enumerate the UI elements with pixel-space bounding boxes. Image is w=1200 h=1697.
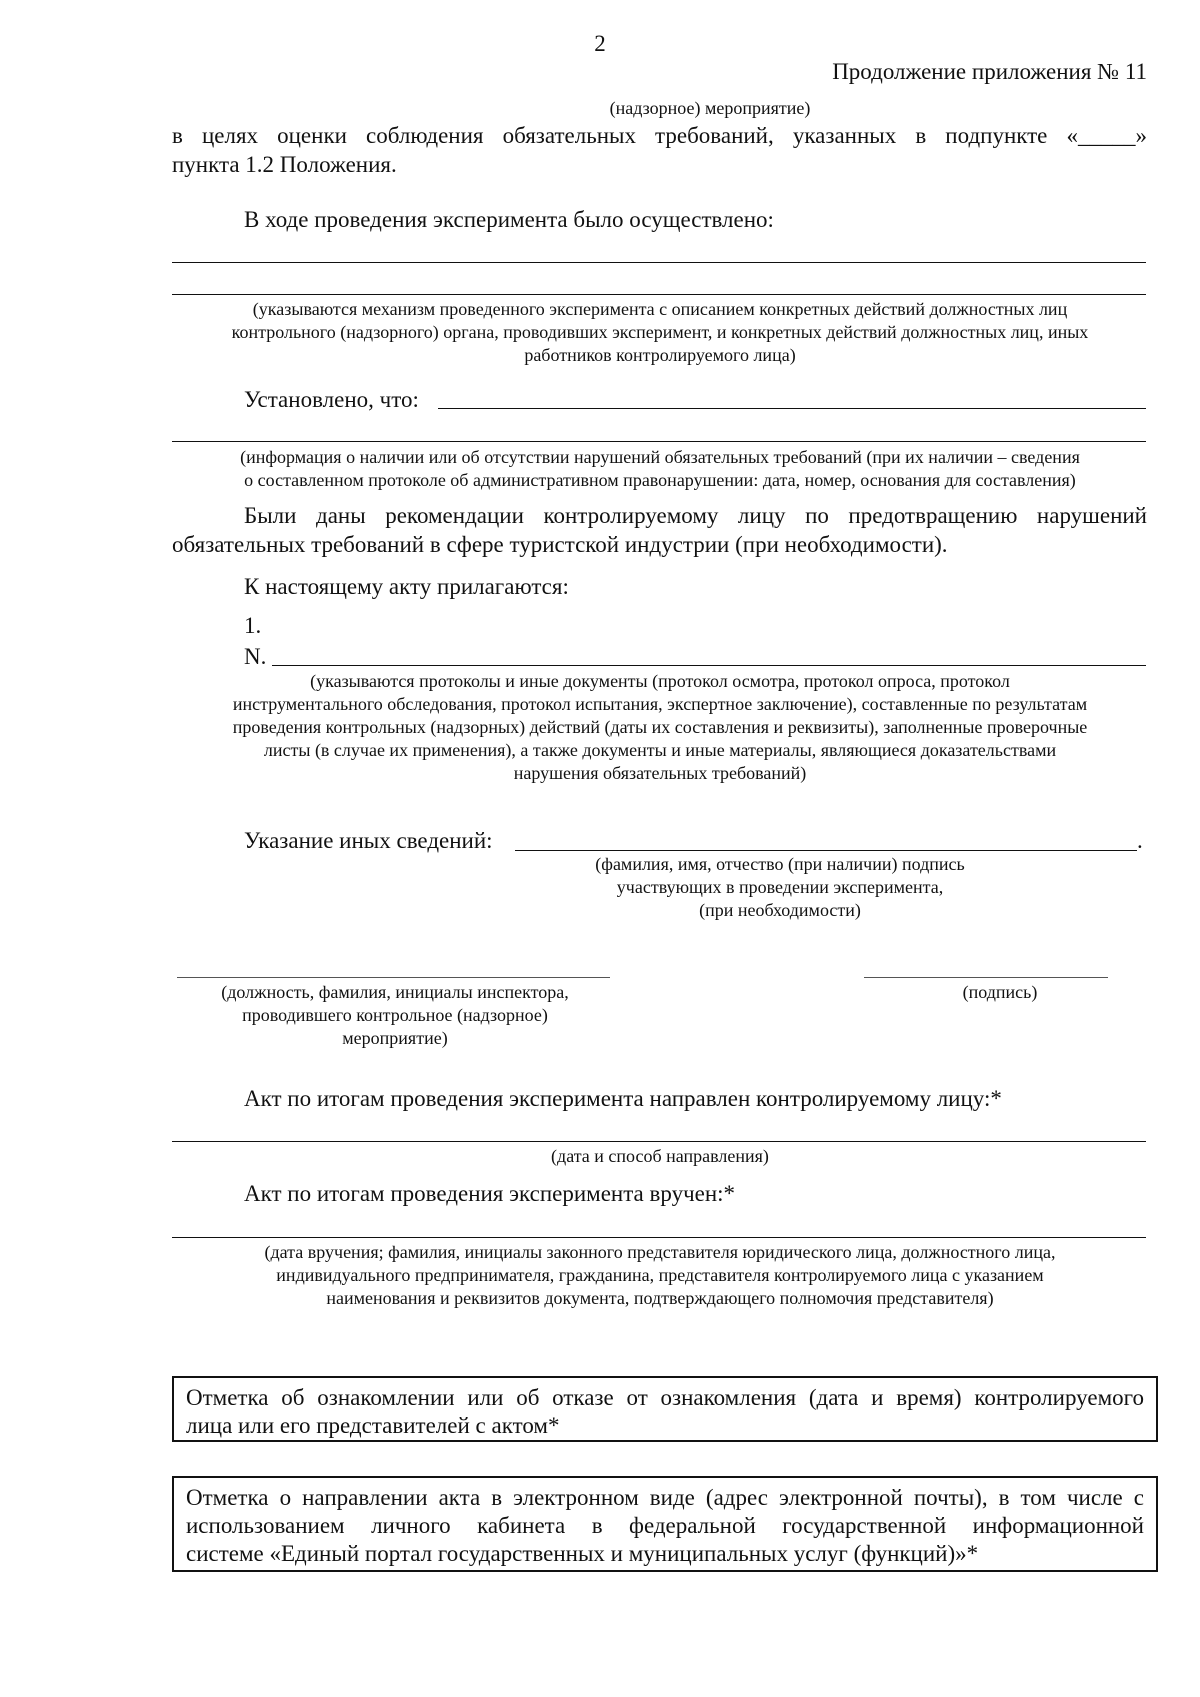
experiment-heading: В ходе проведения эксперимента было осуществлено:: [244, 207, 774, 232]
other-info-end-dot: .: [1137, 828, 1143, 853]
box-line: лица или его представителей с актом*: [186, 1413, 560, 1438]
caption-line: инструментального обследования, протокол испытания, экспертное заключение), составленные по результатам: [232, 694, 1088, 714]
electronic-sending-mark-box[interactable]: [172, 1476, 1158, 1572]
box-line: использованием личного кабинета в федеральной государственной информационной: [186, 1513, 1144, 1538]
caption-line: (фамилия, имя, отчество (при наличии) подпись: [595, 854, 965, 874]
caption-line: (должность, фамилия, инициалы инспектора,: [221, 982, 569, 1002]
caption-line: работников контролируемого лица): [524, 345, 796, 365]
experiment-input-line-2[interactable]: [172, 294, 1146, 295]
attachment-input-line[interactable]: [272, 665, 1146, 666]
caption-line: нарушения обязательных требований): [513, 763, 807, 783]
signature-caption: (подпись): [962, 982, 1038, 1002]
box-line: системе «Единый портал государственных и муниципальных услуг (функций)»*: [186, 1541, 979, 1566]
caption-line: наименования и реквизитов документа, подтверждающего полномочия представителя): [326, 1288, 994, 1308]
sent-label: Акт по итогам проведения эксперимента направлен контролируемому лицу:*: [244, 1086, 1002, 1111]
caption-line: (информация о наличии или об отсутствии нарушений обязательных требований (при их наличии – сведения: [240, 447, 1080, 467]
intro-line-1: в целях оценки соблюдения обязательных требований, указанных в подпункте «_____»: [172, 123, 1147, 148]
caption-line: проводившего контрольное (надзорное): [242, 1005, 548, 1025]
box-line: Отметка о направлении акта в электронном виде (адрес электронной почты), в том числе с: [186, 1485, 1144, 1510]
experiment-caption: [160, 298, 1160, 367]
handed-label: Акт по итогам проведения эксперимента вручен:*: [244, 1181, 736, 1206]
caption-line: (указываются механизм проведенного эксперимента с описанием конкретных действий должностных лиц: [252, 299, 1068, 319]
caption-line: о составленном протоколе об административном правонарушении: дата, номер, основания для составления): [244, 470, 1076, 490]
caption-supervisory-event: (надзорное) мероприятие): [609, 98, 811, 118]
attachments-caption: [160, 670, 1160, 785]
caption-line: (указываются протоколы и иные документы (протокол осмотра, протокол опроса, протокол: [310, 671, 1010, 691]
handed-input-line[interactable]: [172, 1237, 1146, 1238]
intro-line-2: пункта 1.2 Положения.: [172, 152, 397, 177]
attachment-item-n: N.: [244, 644, 267, 669]
caption-line: листы (в случае их применения), а также документы и иные материалы, являющиеся доказательствами: [263, 740, 1057, 760]
inspector-signature-line[interactable]: [177, 977, 610, 978]
acquaintance-mark-box[interactable]: [172, 1376, 1158, 1442]
established-label: Установлено, что:: [244, 387, 419, 412]
caption-line: (дата вручения; фамилия, инициалы законного представителя юридического лица, должностного лица,: [264, 1242, 1056, 1262]
caption-line: контрольного (надзорного) органа, проводивших эксперимент, и конкретных действий должностных лиц, иных: [231, 322, 1089, 342]
caption-line: проведения контрольных (надзорных) действий (даты их составления и реквизиты), заполненные проверочные: [232, 717, 1088, 737]
attachments-heading: К настоящему акту прилагаются:: [244, 574, 569, 599]
caption-line: (при необходимости): [699, 900, 861, 920]
box-line: Отметка об ознакомлении или об отказе от ознакомления (дата и время) контролируемого: [186, 1385, 1144, 1410]
sent-input-line[interactable]: [172, 1141, 1146, 1142]
continuation-label: Продолжение приложения № 11: [832, 59, 1147, 84]
other-info-label: Указание иных сведений:: [244, 828, 493, 853]
caption-line: участвующих в проведении эксперимента,: [616, 877, 944, 897]
sent-caption: (дата и способ направления): [551, 1146, 769, 1166]
handed-caption: [160, 1241, 1160, 1310]
signature-line[interactable]: [864, 977, 1108, 978]
established-input-line[interactable]: [438, 408, 1146, 409]
inspector-caption: [170, 981, 620, 1050]
recommendations-line-2: обязательных требований в сфере туристской индустрии (при необходимости).: [172, 532, 948, 557]
caption-line: мероприятие): [342, 1028, 448, 1048]
other-info-caption: [560, 853, 1000, 922]
established-caption: [160, 446, 1160, 492]
recommendations-line-1: Были даны рекомендации контролируемому лицу по предотвращению нарушений: [244, 503, 1147, 528]
established-input-line-2[interactable]: [172, 441, 1146, 442]
attachment-item-1: 1.: [244, 613, 262, 638]
experiment-input-line-1[interactable]: [172, 262, 1146, 263]
other-info-input-line[interactable]: [515, 850, 1137, 851]
caption-line: индивидуального предпринимателя, гражданина, представителя контролируемого лица с указанием: [276, 1265, 1044, 1285]
page-number: 2: [594, 31, 606, 56]
